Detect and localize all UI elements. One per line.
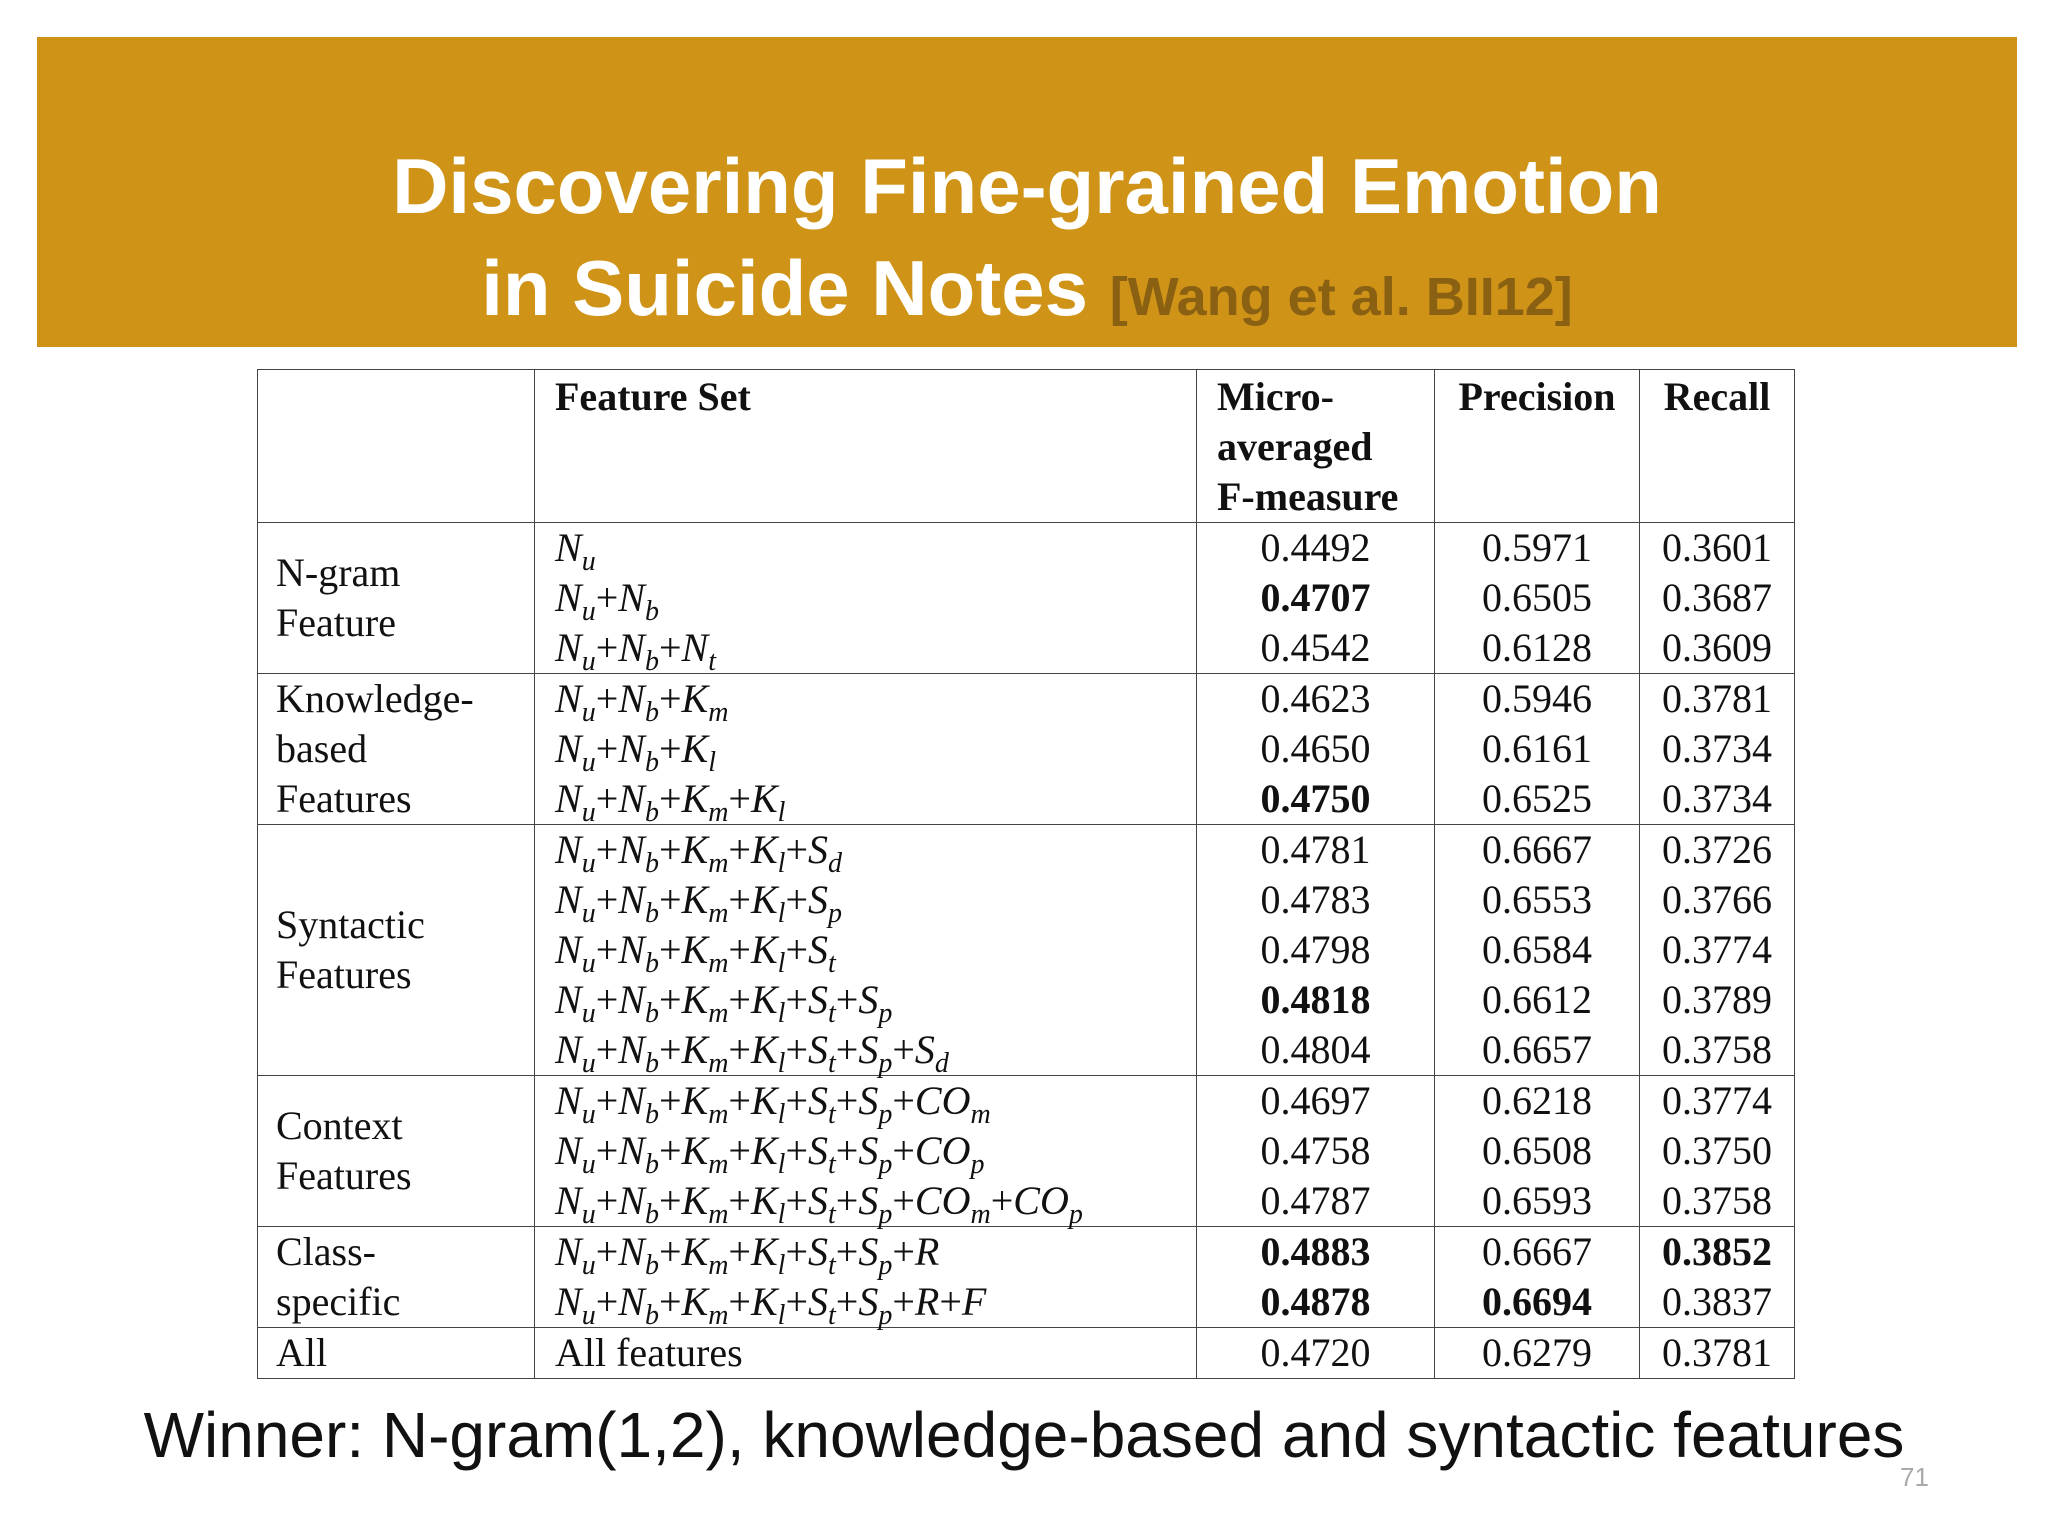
slide-title-line-1: Discovering Fine-grained Emotion	[392, 142, 1662, 230]
recall-cell	[1640, 1227, 1795, 1328]
precision-value: 0.6593	[1482, 1178, 1592, 1223]
recall-value: 0.3687	[1662, 575, 1772, 620]
recall-value: 0.3852	[1662, 1229, 1772, 1274]
precision-value: 0.5971	[1482, 525, 1592, 570]
feature-set-cell	[535, 1227, 1197, 1331]
category-cell	[258, 825, 535, 1076]
recall-cell	[1640, 523, 1795, 674]
fmeasure-value: 0.4798	[1260, 927, 1371, 972]
precision-value: 0.6218	[1482, 1078, 1592, 1123]
fmeasure-value: 0.4781	[1260, 827, 1371, 872]
recall-value: 0.3781	[1662, 1330, 1772, 1375]
group-row-ngram	[258, 523, 1795, 674]
feature-set: $N_u+N_b+K_m+K_l$	[555, 776, 786, 828]
header-feature-set: Feature Set	[535, 370, 1197, 523]
precision-cell	[1435, 1227, 1640, 1328]
feature-set: $N_u+N_b+K_m+K_l+S_p$	[555, 877, 843, 929]
header-recall: Recall	[1640, 370, 1795, 523]
fmeasure-value: 0.4758	[1260, 1128, 1371, 1173]
fmeasure-value: 0.4787	[1260, 1178, 1371, 1223]
winner-caption: Winner: N-gram(1,2), knowledge-based and syntactic features	[143, 1399, 1905, 1471]
feature-set: $N_u+N_b+K_m+K_l+S_t+S_p+CO_p$	[555, 1128, 985, 1180]
recall-value: 0.3774	[1662, 1078, 1772, 1123]
recall-value: 0.3609	[1662, 625, 1772, 670]
fmeasure-value: 0.4804	[1260, 1027, 1371, 1072]
feature-set-cell	[535, 523, 1197, 677]
feature-set: $N_u+N_b+N_t$	[555, 625, 716, 677]
category-label: Features	[276, 952, 412, 997]
fmeasure-cell	[1197, 674, 1435, 825]
category-label: Syntactic	[276, 902, 425, 947]
category-cell	[258, 1076, 535, 1227]
header-precision: Precision	[1435, 370, 1640, 523]
title-banner	[37, 37, 2017, 347]
fmeasure-cell	[1197, 825, 1435, 1076]
fmeasure-value: 0.4878	[1260, 1279, 1371, 1324]
feature-set: $N_u+N_b+K_m+K_l+S_t+S_p+CO_m$	[555, 1078, 991, 1130]
feature-set: All features	[555, 1330, 743, 1375]
feature-set: $N_u+N_b+K_m+K_l+S_t+S_p+R+F$	[555, 1279, 987, 1331]
category-label: Class-	[276, 1229, 376, 1274]
fmeasure-cell	[1197, 1076, 1435, 1227]
recall-value: 0.3766	[1662, 877, 1772, 922]
recall-value: 0.3758	[1662, 1027, 1772, 1072]
category-cell	[258, 674, 535, 825]
fmeasure-value: 0.4707	[1260, 575, 1371, 620]
recall-value: 0.3774	[1662, 927, 1772, 972]
fmeasure-value: 0.4720	[1260, 1330, 1371, 1375]
feature-set: $N_u$	[555, 525, 596, 577]
page-number: 71	[1900, 1462, 1929, 1492]
category-label: Context	[276, 1103, 403, 1148]
feature-set: $N_u+N_b$	[555, 575, 659, 627]
fmeasure-value: 0.4650	[1260, 726, 1371, 771]
feature-set-cell	[535, 674, 1197, 828]
precision-value: 0.6584	[1482, 927, 1592, 972]
precision-value: 0.6657	[1482, 1027, 1592, 1072]
feature-set: $N_u+N_b+K_m+K_l+S_t+S_p+S_d$	[555, 1027, 949, 1079]
category-label: Knowledge-	[276, 676, 474, 721]
fmeasure-cell	[1197, 1328, 1435, 1379]
precision-value: 0.6694	[1482, 1279, 1592, 1324]
feature-set: $N_u+N_b+K_m+K_l+S_t+S_p+CO_m+CO_p$	[555, 1178, 1083, 1230]
fmeasure-value: 0.4492	[1260, 525, 1371, 570]
feature-set: $N_u+N_b+K_m+K_l+S_t$	[555, 927, 836, 979]
precision-cell	[1435, 1076, 1640, 1227]
recall-value: 0.3758	[1662, 1178, 1772, 1223]
category-cell	[258, 1328, 535, 1379]
recall-cell	[1640, 825, 1795, 1076]
group-row-all	[258, 1328, 1795, 1379]
feature-set-cell	[535, 1328, 1197, 1379]
category-cell	[258, 523, 535, 674]
recall-cell	[1640, 1328, 1795, 1379]
fmeasure-value: 0.4783	[1260, 877, 1371, 922]
precision-value: 0.5946	[1482, 676, 1592, 721]
category-label: Features	[276, 1153, 412, 1198]
recall-value: 0.3837	[1662, 1279, 1772, 1324]
slide-title-line-2	[37, 244, 2017, 332]
feature-set: $N_u+N_b+K_l$	[555, 726, 716, 778]
category-cell	[258, 1227, 535, 1328]
fmeasure-value: 0.4623	[1260, 676, 1371, 721]
recall-value: 0.3789	[1662, 977, 1772, 1022]
header-fmeasure-line: F-measure	[1217, 474, 1399, 519]
fmeasure-value: 0.4750	[1260, 776, 1371, 821]
fmeasure-cell	[1197, 1227, 1435, 1328]
recall-value: 0.3781	[1662, 676, 1772, 721]
header-category	[258, 370, 535, 523]
precision-value: 0.6612	[1482, 977, 1592, 1022]
fmeasure-value: 0.4542	[1260, 625, 1371, 670]
citation: [Wang et al. BII12]	[1109, 267, 1573, 327]
precision-value: 0.6161	[1482, 726, 1592, 771]
fmeasure-value: 0.4697	[1260, 1078, 1371, 1123]
fmeasure-cell	[1197, 523, 1435, 674]
precision-cell	[1435, 1328, 1640, 1379]
category-label: All	[276, 1330, 328, 1375]
feature-set-cell	[535, 1076, 1197, 1230]
feature-set: $N_u+N_b+K_m$	[555, 676, 729, 728]
fmeasure-value: 0.4818	[1260, 977, 1371, 1022]
recall-value: 0.3734	[1662, 726, 1772, 771]
feature-set: $N_u+N_b+K_m+K_l+S_d$	[555, 827, 843, 879]
header-fmeasure	[1197, 370, 1435, 523]
precision-value: 0.6279	[1482, 1330, 1592, 1375]
recall-value: 0.3601	[1662, 525, 1772, 570]
group-row-knowledge	[258, 674, 1795, 825]
category-label: N-gram	[276, 550, 401, 595]
slide-title-text: in Suicide Notes	[481, 244, 1089, 332]
precision-value: 0.6667	[1482, 1229, 1592, 1274]
group-row-class-specific	[258, 1227, 1795, 1328]
precision-cell	[1435, 523, 1640, 674]
group-row-context	[258, 1076, 1795, 1227]
precision-cell	[1435, 825, 1640, 1076]
feature-set: $N_u+N_b+K_m+K_l+S_t+S_p+R$	[555, 1229, 940, 1281]
recall-cell	[1640, 674, 1795, 825]
recall-value: 0.3750	[1662, 1128, 1772, 1173]
precision-value: 0.6128	[1482, 625, 1592, 670]
recall-value: 0.3726	[1662, 827, 1772, 872]
precision-value: 0.6667	[1482, 827, 1592, 872]
category-label: Features	[276, 776, 412, 821]
category-label: specific	[276, 1279, 401, 1324]
header-fmeasure-line: Micro-	[1217, 374, 1334, 419]
feature-set-cell	[535, 825, 1197, 1079]
precision-value: 0.6508	[1482, 1128, 1592, 1173]
precision-cell	[1435, 674, 1640, 825]
feature-set: $N_u+N_b+K_m+K_l+S_t+S_p$	[555, 977, 893, 1029]
precision-value: 0.6553	[1482, 877, 1592, 922]
header-fmeasure-line: averaged	[1217, 424, 1373, 469]
category-label: Feature	[276, 600, 396, 645]
category-label: based	[276, 726, 368, 771]
fmeasure-value: 0.4883	[1260, 1229, 1371, 1274]
precision-value: 0.6525	[1482, 776, 1592, 821]
group-row-syntactic	[258, 825, 1795, 1076]
precision-value: 0.6505	[1482, 575, 1592, 620]
header-row	[258, 370, 1795, 523]
results-table	[257, 369, 1795, 1379]
recall-cell	[1640, 1076, 1795, 1227]
recall-value: 0.3734	[1662, 776, 1772, 821]
